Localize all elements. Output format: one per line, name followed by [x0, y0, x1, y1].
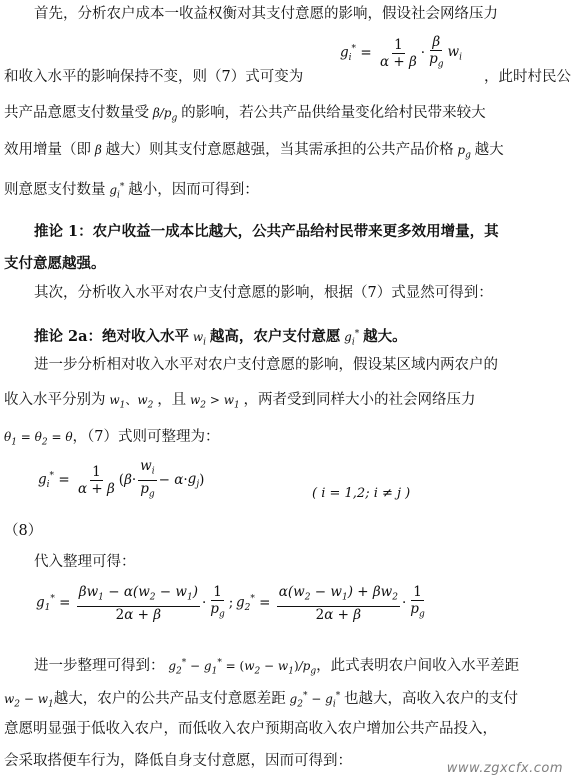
paragraph-3-line-3b: ，（7）式则可整理为：	[72, 429, 220, 445]
paragraph-3-line-2b: ，且	[157, 392, 187, 408]
equation-8-label: （8）	[4, 523, 43, 539]
inference-2a-a: 推论 2a：绝对收入水平	[34, 328, 190, 345]
beta-symbol: β	[91, 143, 106, 157]
watermark: www.zgxcfx.com	[446, 761, 563, 776]
paragraph-1-line-1: 首先，分析农户成本一收益权衡对其支付意愿的影响，假设社会网络压力	[34, 6, 498, 22]
paragraph-5-line-2b: 越大，农户的公共产品支付意愿差距	[53, 691, 286, 707]
inference-2a-c: 越大。	[363, 328, 407, 345]
theta-equal: $\theta_1 = \theta_2 = \theta$	[4, 430, 73, 448]
paragraph-1-line-4	[4, 140, 569, 165]
paragraph-1-line-4b: 越大）则其支付意愿越强，当其需承担的公共产品价格	[105, 142, 454, 158]
g-difference-symbol: $g_2^* - g_i^*$	[285, 691, 341, 710]
beta-over-pg: $\beta/p_g$	[149, 106, 178, 124]
gi-star-symbol-2: $g_i^*$	[340, 329, 360, 348]
paragraph-3-line-1: 进一步分析相对收入水平对农户支付意愿的影响，假设某区域内两农户的	[34, 357, 498, 373]
w2-minus-w1: $w_2 - w_1$	[4, 692, 54, 710]
equation-8: $g_i^*$ = $\frac{1}{\alpha + \beta}$ ( β · $\frac{w_i}{p_g}$ − α · $g_j$ )	[38, 458, 205, 500]
paragraph-1-line-5a: 则意愿支付数量	[4, 182, 106, 198]
g-difference-equation: $g_2^* - g_1^* = (w_2 - w_1)/p_g$	[164, 658, 317, 677]
paragraph-2: 其次，分析收入水平对农户支付意愿的影响，根据（7）式显然可得到：	[34, 285, 493, 301]
equation-g2: $g_2^*$ = $\frac{\alpha(w_2 - w_1) + \beta w_2}{2\alpha + \beta}$ · $\frac{1}{p_g}$	[236, 584, 425, 623]
paragraph-4: 代入整理可得：	[34, 554, 136, 570]
gi-star-symbol: $g_i^*$	[105, 182, 125, 201]
paragraph-1-line-3	[4, 103, 569, 128]
inference-2a	[4, 324, 569, 352]
paragraph-5-line-2	[4, 686, 569, 714]
inference-1-line-2: 支付意愿越强。	[4, 255, 106, 272]
paragraph-1-line-5b: 越小，因而可得到：	[128, 182, 259, 198]
w2-gt-w1: $w_2 > w_1$	[186, 393, 240, 411]
equation-g1: $g_1^*$ = $\frac{\beta w_1 - \alpha(w_2 - w_1)}{2\alpha + \beta}$ · $\frac{1}{p_g}$ ;	[36, 584, 234, 623]
paragraph-1-line-3b: 的影响，若公共产品供给量变化给村民带来较大	[181, 105, 486, 121]
paragraph-5-line-1b: ，此式表明农户间收入水平差距	[316, 658, 520, 674]
w1-w2-symbols: $w_1$、$w_2$	[105, 393, 154, 411]
paragraph-1-line-3a: 共产品意愿支付数量受	[4, 105, 149, 121]
pg-symbol: $p_g$	[453, 143, 471, 161]
equation-8-condition: ( i = 1,2; i ≠ j )	[312, 486, 411, 501]
paragraph-1-line-2b: ，此时村民公	[484, 69, 571, 85]
paragraph-5-line-2c: 也越大，高收入农户的支付	[344, 691, 519, 707]
paragraph-5-line-3: 意愿明显强于低收入农户，而低收入农户预期高收入农户增加公共产品投入，	[4, 721, 497, 737]
paragraph-5-line-1	[4, 653, 569, 681]
paragraph-3-line-3	[4, 427, 569, 452]
paragraph-3-line-2c: ，两者受到同样大小的社会网络压力	[243, 392, 476, 408]
paragraph-1-line-5	[4, 177, 569, 205]
equation-simplified: $g_i^*$ = $\frac{1}{\alpha + \beta}$ · $\frac{\beta}{p_g}$ $w_i$	[340, 34, 462, 70]
wi-symbol: $w_i$	[189, 330, 207, 348]
inference-1-line-1: 推论 1：农户收益一成本比越大，公共产品给村民带来更多效用增量，其	[34, 223, 499, 240]
paragraph-1-line-4a: 效用增量（即	[4, 142, 91, 158]
paragraph-1-line-4c: 越大	[474, 142, 504, 158]
paragraph-1-line-2a: 和收入水平的影响保持不变，则（7）式可变为	[4, 69, 304, 85]
paragraph-3-line-2a: 收入水平分别为	[4, 392, 106, 408]
paragraph-3-line-2	[4, 390, 569, 415]
inference-2a-b: 越高，农户支付意愿	[209, 328, 341, 345]
paragraph-5-line-1a: 进一步整理可得到：	[34, 658, 165, 674]
paragraph-5-line-4: 会采取搭便车行为，降低自身支付意愿，因而可得到：	[4, 753, 352, 769]
